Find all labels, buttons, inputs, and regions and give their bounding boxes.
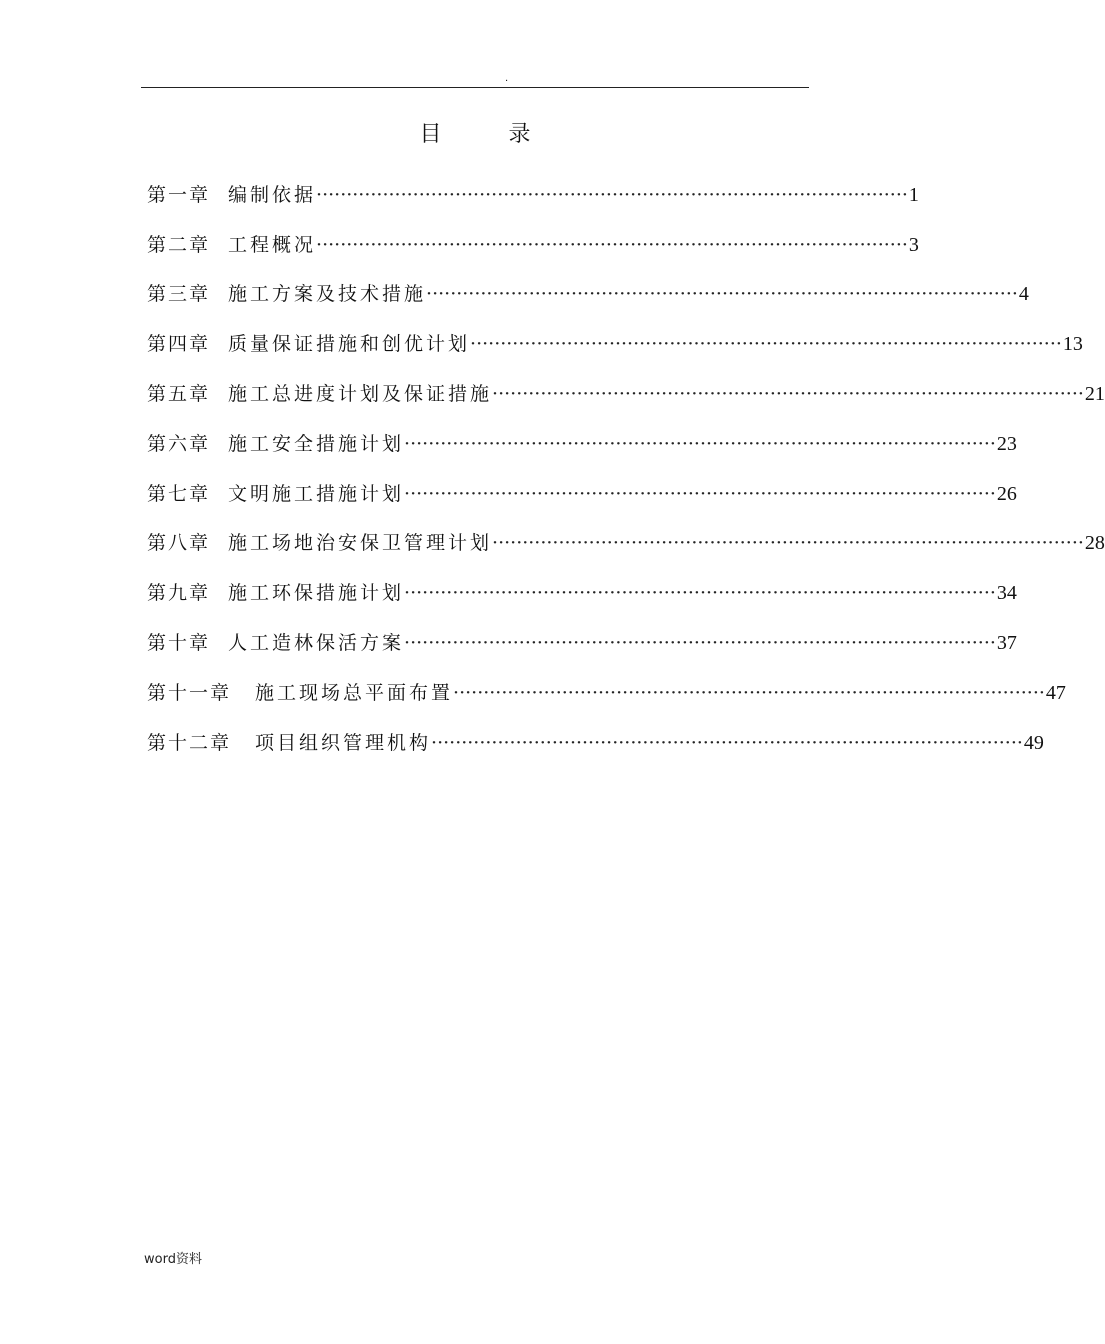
toc-chapter-title: 施工环保措施计划 bbox=[228, 582, 405, 605]
toc-entry[interactable] bbox=[147, 618, 1017, 668]
footer-text: word资料 bbox=[144, 1252, 202, 1267]
toc-chapter-title: 工程概况 bbox=[228, 233, 317, 256]
toc-title: 目 录 bbox=[419, 122, 561, 147]
toc-entry[interactable] bbox=[147, 568, 1017, 618]
toc-entry[interactable] bbox=[147, 668, 1066, 718]
toc-chapter-title: 人工造林保活方案 bbox=[228, 632, 405, 655]
toc-entry[interactable] bbox=[147, 319, 1083, 369]
toc-entry[interactable] bbox=[147, 469, 1017, 519]
toc-dot-leader: ·································································································· bbox=[316, 233, 908, 256]
toc-chapter-title: 质量保证措施和创优计划 bbox=[228, 333, 471, 356]
toc-page-number: 13 bbox=[1062, 333, 1083, 356]
toc-chapter-number: 第三章 bbox=[147, 283, 211, 306]
toc-dot-leader: ·································································································· bbox=[404, 432, 996, 455]
toc-page-number: 23 bbox=[996, 432, 1017, 455]
toc-page-number: 3 bbox=[908, 233, 919, 256]
toc-chapter-number: 第六章 bbox=[147, 432, 211, 455]
toc-entry[interactable] bbox=[147, 419, 1017, 469]
toc-chapter-number: 第九章 bbox=[147, 582, 211, 605]
toc-page-number: 4 bbox=[1018, 283, 1029, 306]
toc-page-number: 21 bbox=[1084, 383, 1105, 406]
toc-entry[interactable] bbox=[147, 519, 1105, 569]
header-mark: . bbox=[505, 73, 509, 84]
toc-chapter-title: 施工方案及技术措施 bbox=[228, 283, 427, 306]
toc-chapter-number: 第十一章 bbox=[147, 681, 232, 704]
toc-chapter-title: 编制依据 bbox=[228, 183, 317, 206]
toc-chapter-title: 施工现场总平面布置 bbox=[255, 681, 454, 704]
toc-chapter-number: 第二章 bbox=[147, 233, 211, 256]
toc-dot-leader: ·································································································· bbox=[404, 482, 996, 505]
toc-chapter-title: 施工场地治安保卫管理计划 bbox=[228, 532, 493, 555]
toc-dot-leader: ·································································································· bbox=[453, 681, 1045, 704]
toc-chapter-number: 第八章 bbox=[147, 532, 211, 555]
header-rule bbox=[141, 87, 809, 88]
toc-page-number: 34 bbox=[996, 582, 1017, 605]
toc-dot-leader: ·································································································· bbox=[404, 582, 996, 605]
toc-page-number: 1 bbox=[908, 183, 919, 206]
toc-chapter-title: 项目组织管理机构 bbox=[255, 731, 432, 754]
toc-dot-leader: ·································································································· bbox=[470, 333, 1062, 356]
toc-page-number: 28 bbox=[1084, 532, 1105, 555]
toc-chapter-number: 第十章 bbox=[147, 632, 211, 655]
toc-page-number: 26 bbox=[996, 482, 1017, 505]
toc-chapter-title: 施工安全措施计划 bbox=[228, 432, 405, 455]
toc-chapter-title: 文明施工措施计划 bbox=[228, 482, 405, 505]
toc-dot-leader: ·································································································· bbox=[431, 731, 1023, 754]
toc-page-number: 47 bbox=[1045, 681, 1066, 704]
toc-page-number: 49 bbox=[1023, 731, 1044, 754]
toc-chapter-number: 第一章 bbox=[147, 183, 211, 206]
toc-chapter-number: 第七章 bbox=[147, 482, 211, 505]
toc-entry[interactable] bbox=[147, 220, 919, 270]
toc-chapter-number: 第五章 bbox=[147, 383, 211, 406]
table-of-contents bbox=[147, 170, 1105, 768]
toc-entry[interactable] bbox=[147, 718, 1044, 768]
toc-entry[interactable] bbox=[147, 369, 1105, 419]
toc-entry[interactable] bbox=[147, 170, 919, 220]
toc-chapter-number: 第四章 bbox=[147, 333, 211, 356]
toc-dot-leader: ·································································································· bbox=[492, 383, 1084, 406]
toc-dot-leader: ·································································································· bbox=[492, 532, 1084, 555]
toc-entry[interactable] bbox=[147, 270, 1029, 320]
toc-chapter-title: 施工总进度计划及保证措施 bbox=[228, 383, 493, 406]
toc-dot-leader: ·································································································· bbox=[404, 632, 996, 655]
toc-chapter-number: 第十二章 bbox=[147, 731, 232, 754]
toc-dot-leader: ·································································································· bbox=[426, 283, 1018, 306]
toc-dot-leader: ·································································································· bbox=[316, 183, 908, 206]
toc-page-number: 37 bbox=[996, 632, 1017, 655]
